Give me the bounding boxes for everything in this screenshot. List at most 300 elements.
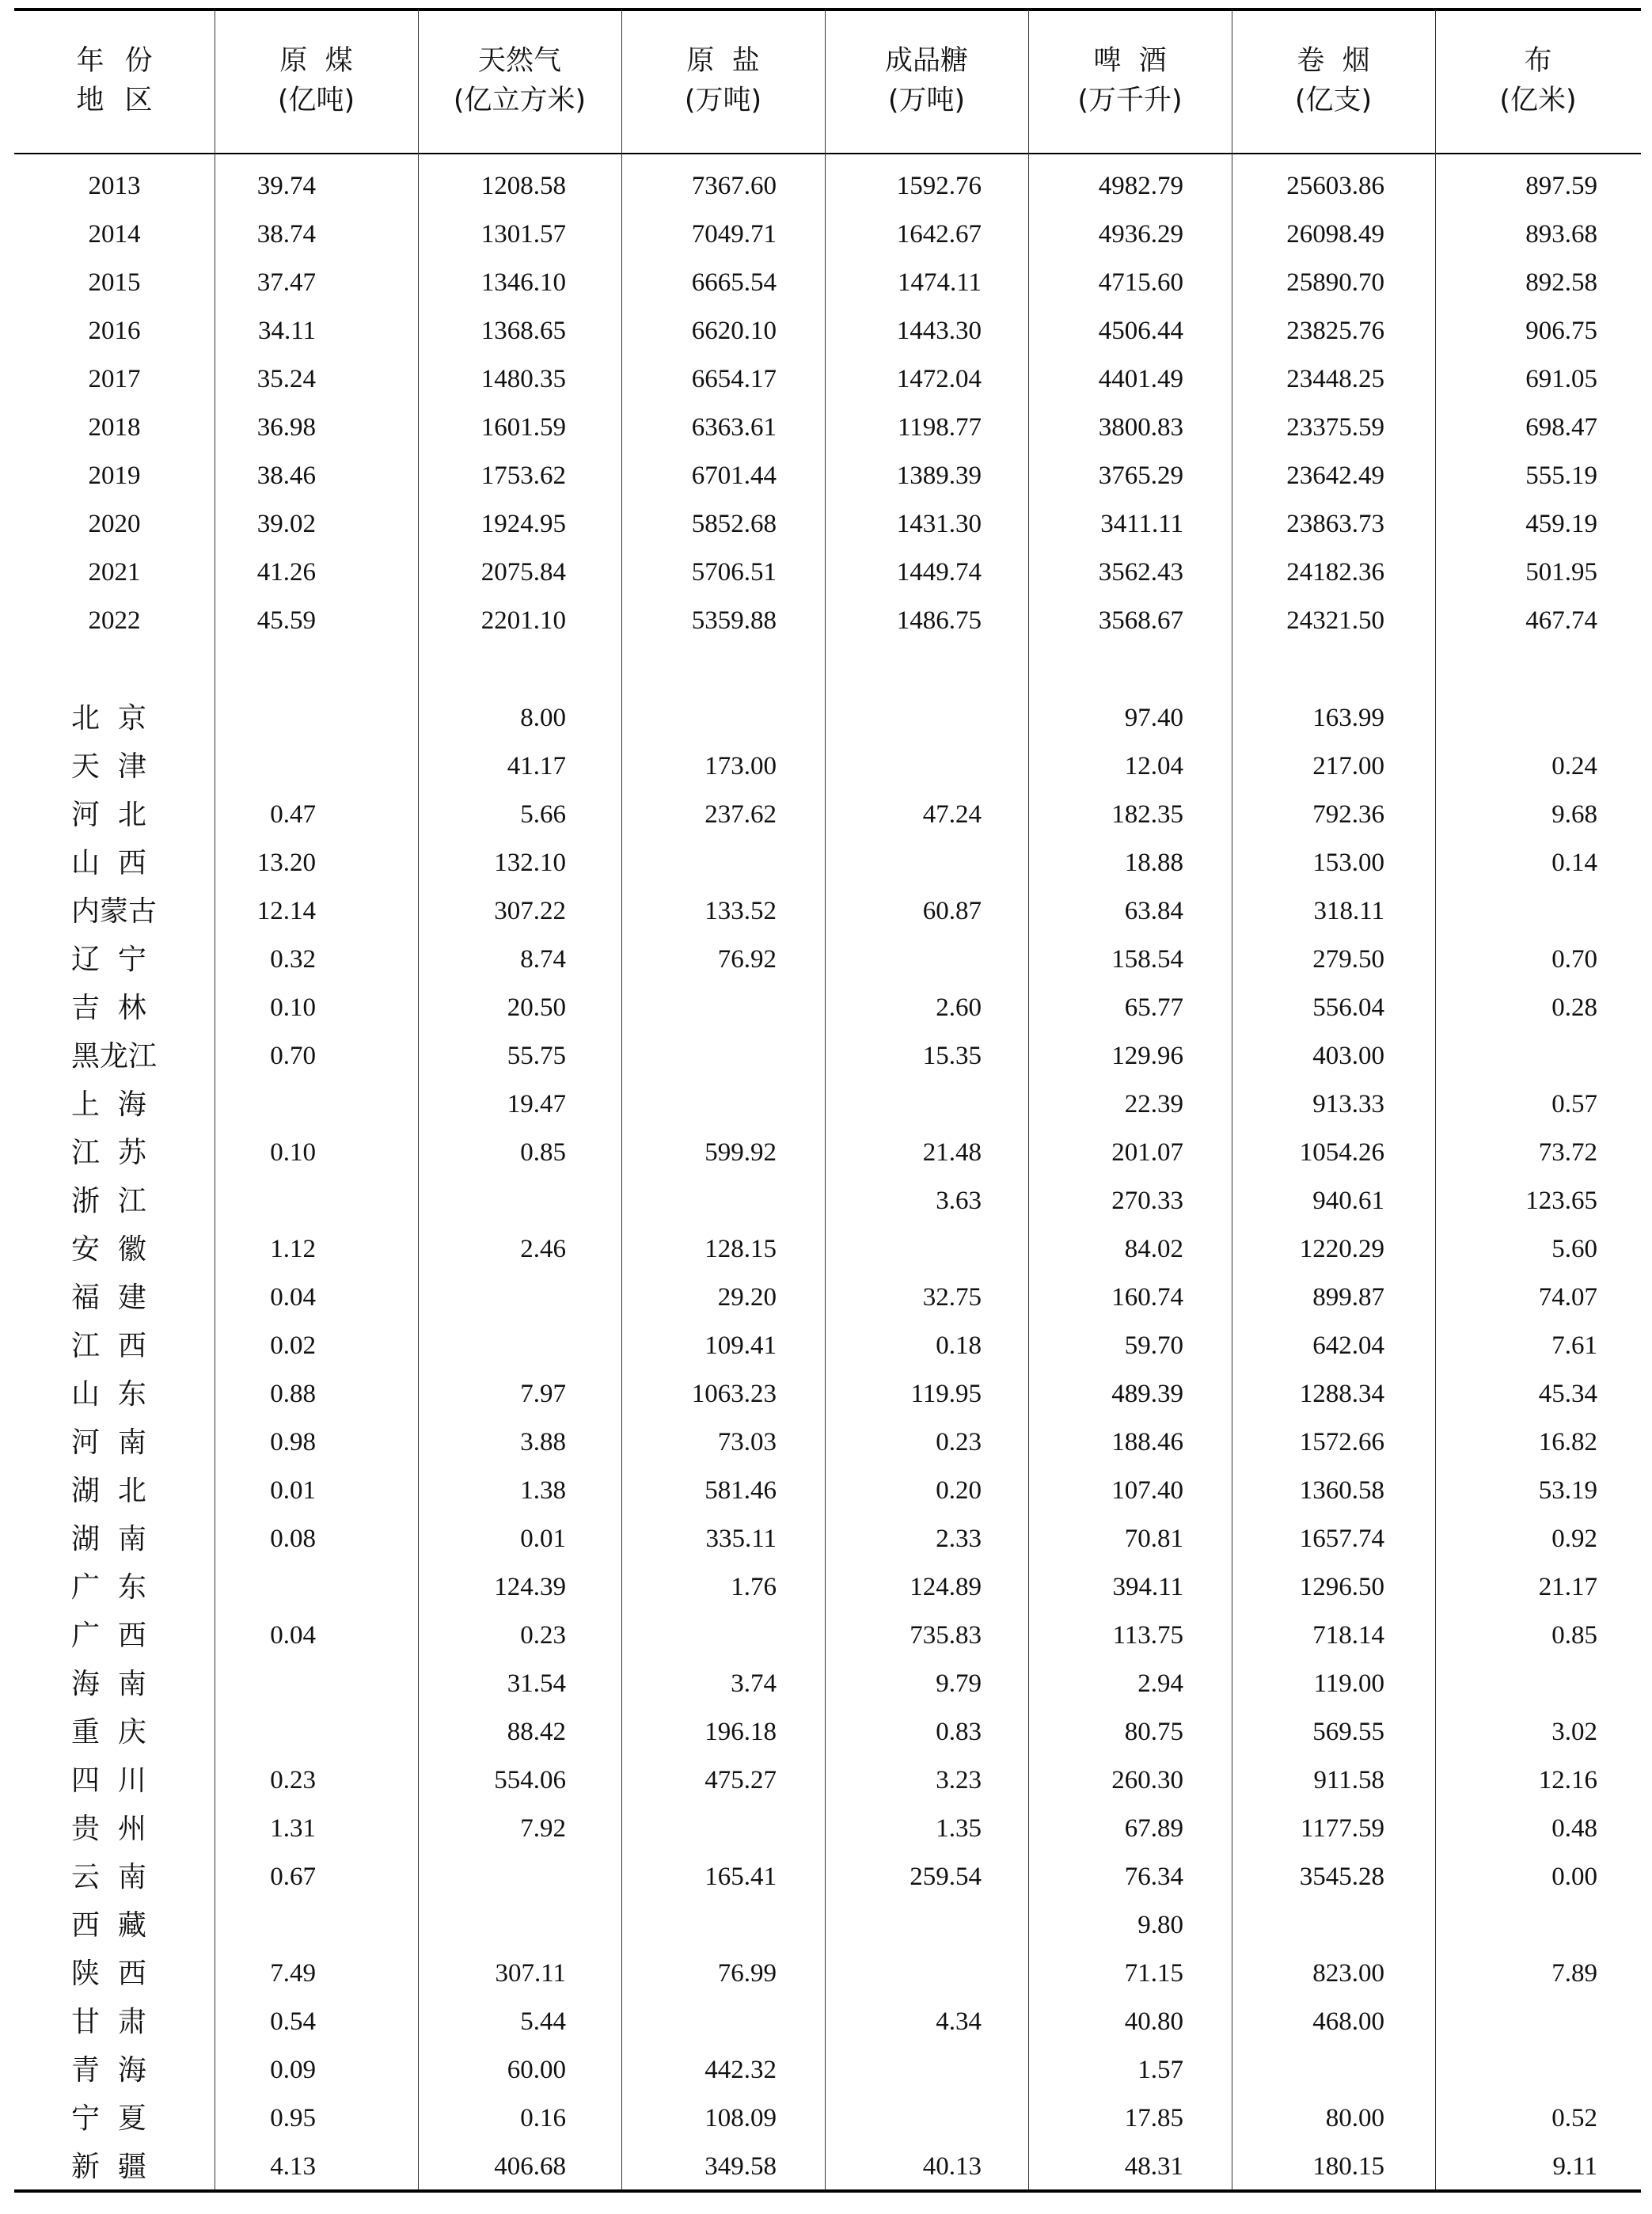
data-cell: 4506.44	[1098, 317, 1183, 345]
data-cell	[825, 839, 982, 887]
data-cell: 467.74	[1525, 606, 1597, 635]
data-cell: 39.02	[256, 510, 316, 538]
data-cell	[1435, 887, 1597, 936]
data-cell: 1657.74	[1299, 1525, 1384, 1553]
data-cell: 0.23	[520, 1621, 566, 1650]
data-cell: 67.89	[1124, 1814, 1183, 1843]
data-cell: 1443.30	[896, 317, 982, 345]
data-cell: 41.26	[256, 558, 316, 587]
data-cell: 23825.76	[1286, 317, 1384, 345]
data-cell: 8.74	[520, 945, 566, 974]
data-cell: 18.88	[1124, 849, 1183, 877]
region-label: 江 苏	[71, 1137, 146, 1169]
data-cell: 406.68	[494, 2152, 566, 2181]
data-cell: 23642.49	[1286, 461, 1384, 490]
data-cell: 0.10	[270, 1138, 316, 1167]
table-row	[14, 1370, 1641, 1418]
header-col-unit: (亿米)	[1499, 84, 1577, 116]
data-cell: 107.40	[1111, 1476, 1183, 1505]
data-cell: 4936.29	[1098, 220, 1183, 249]
region-label: 海 南	[71, 1668, 146, 1700]
data-cell: 9.11	[1552, 2152, 1597, 2181]
data-cell: 1346.10	[480, 268, 566, 297]
data-cell: 892.58	[1525, 268, 1597, 297]
data-cell: 501.95	[1525, 558, 1597, 587]
data-cell: 3.23	[936, 1766, 982, 1794]
data-cell: 4715.60	[1098, 268, 1183, 297]
data-cell: 1753.62	[480, 461, 566, 490]
header-col-unit: (万吨)	[684, 84, 762, 116]
data-cell: 0.16	[520, 2104, 566, 2132]
data-cell: 74.07	[1538, 1283, 1597, 1312]
year-label: 2015	[88, 268, 141, 297]
data-cell: 7.97	[520, 1380, 566, 1408]
year-label: 2021	[88, 558, 141, 587]
data-cell: 55.75	[507, 1042, 566, 1070]
table-row	[14, 162, 1641, 211]
region-label: 山 东	[71, 1378, 146, 1411]
data-cell: 6665.54	[691, 268, 777, 297]
data-cell: 124.89	[910, 1573, 982, 1601]
data-cell	[418, 1274, 566, 1322]
region-label: 上 海	[71, 1088, 146, 1121]
table-row	[14, 1418, 1641, 1467]
data-cell: 0.83	[936, 1718, 982, 1746]
data-cell: 21.17	[1538, 1573, 1597, 1601]
table-row	[14, 1467, 1641, 1515]
region-label: 浙 江	[71, 1185, 146, 1217]
year-label: 2017	[88, 365, 141, 393]
header-stub-year: 年份	[76, 44, 173, 77]
data-cell: 21.48	[922, 1138, 982, 1167]
data-cell: 2.60	[936, 993, 982, 1022]
data-cell: 9.80	[1137, 1911, 1183, 1939]
table-row	[14, 887, 1641, 936]
region-label: 青 海	[71, 2054, 146, 2087]
region-label: 新 疆	[71, 2151, 146, 2183]
data-cell: 38.46	[256, 461, 316, 490]
data-cell: 555.19	[1525, 461, 1597, 490]
data-cell: 1389.39	[896, 461, 982, 490]
data-cell	[418, 1322, 566, 1370]
data-cell: 468.00	[1312, 2007, 1384, 2036]
data-cell	[215, 1660, 316, 1708]
data-cell	[215, 1563, 316, 1612]
data-cell: 237.62	[704, 800, 777, 829]
data-cell	[825, 2046, 982, 2094]
data-cell: 893.68	[1525, 220, 1597, 249]
data-cell: 0.85	[520, 1138, 566, 1167]
data-cell: 3765.29	[1098, 461, 1183, 490]
data-cell: 1592.76	[896, 172, 982, 200]
data-cell: 35.24	[256, 365, 316, 393]
data-cell: 0.48	[1551, 1814, 1597, 1843]
data-cell: 5.44	[520, 2007, 566, 2036]
data-cell: 26098.49	[1286, 220, 1384, 249]
data-cell: 0.88	[270, 1380, 316, 1408]
data-cell: 19.47	[507, 1090, 566, 1118]
data-cell: 133.52	[704, 897, 777, 925]
data-cell: 31.54	[507, 1669, 566, 1698]
region-label: 黑龙江	[71, 1040, 158, 1073]
table-row	[14, 1805, 1641, 1853]
data-cell: 1198.77	[897, 413, 982, 442]
data-cell: 0.95	[270, 2104, 316, 2132]
data-cell: 6363.61	[691, 413, 777, 442]
region-label: 天 津	[71, 750, 146, 783]
data-cell: 459.19	[1525, 510, 1597, 538]
data-cell: 60.87	[922, 897, 982, 925]
data-cell	[825, 2094, 982, 2143]
data-cell	[825, 1080, 982, 1129]
data-cell: 1220.29	[1299, 1235, 1384, 1263]
data-cell	[1232, 1901, 1384, 1950]
data-cell	[825, 1901, 982, 1950]
data-cell: 0.57	[1551, 1090, 1597, 1118]
data-cell	[215, 694, 316, 742]
table-row	[14, 1225, 1641, 1274]
table-row	[14, 1950, 1641, 1998]
data-cell: 5852.68	[691, 510, 777, 538]
data-cell: 17.85	[1124, 2104, 1183, 2132]
data-cell: 97.40	[1124, 704, 1183, 732]
data-cell	[621, 839, 777, 887]
data-cell: 718.14	[1312, 1621, 1384, 1650]
table-row	[14, 549, 1641, 597]
data-cell: 40.80	[1124, 2007, 1183, 2036]
data-cell: 1572.66	[1299, 1428, 1384, 1456]
data-cell: 6701.44	[691, 461, 777, 490]
data-cell: 7.49	[270, 1959, 316, 1988]
data-cell: 1.76	[731, 1573, 777, 1601]
data-cell: 0.70	[270, 1042, 316, 1070]
data-cell: 307.11	[495, 1959, 566, 1988]
data-cell: 163.99	[1312, 704, 1384, 732]
data-cell	[1435, 1998, 1597, 2046]
data-cell: 29.20	[717, 1283, 777, 1312]
data-cell: 180.15	[1312, 2152, 1384, 2181]
data-cell: 335.11	[705, 1525, 777, 1553]
header-stub	[14, 8, 215, 153]
data-cell: 1449.74	[896, 558, 982, 587]
region-label: 西 藏	[71, 1909, 146, 1942]
region-label: 湖 南	[71, 1523, 146, 1555]
data-cell: 1472.04	[896, 365, 982, 393]
data-cell: 442.32	[704, 2056, 777, 2084]
data-cell: 132.10	[494, 849, 566, 877]
data-cell: 2.46	[520, 1235, 566, 1263]
year-label: 2014	[88, 220, 141, 249]
data-cell: 691.05	[1525, 365, 1597, 393]
data-cell	[621, 1901, 777, 1950]
data-cell: 7049.71	[691, 220, 777, 249]
data-cell: 1.57	[1137, 2056, 1183, 2084]
data-cell: 24182.36	[1286, 558, 1384, 587]
data-cell	[825, 1950, 982, 1998]
data-cell	[418, 1177, 566, 1225]
data-cell: 1.38	[520, 1476, 566, 1505]
data-cell: 0.98	[270, 1428, 316, 1456]
data-cell: 45.59	[256, 606, 316, 635]
data-cell: 196.18	[704, 1718, 777, 1746]
data-cell: 489.39	[1111, 1380, 1183, 1408]
data-cell: 73.03	[717, 1428, 777, 1456]
table-row	[14, 1032, 1641, 1080]
header-col-unit: (万吨)	[887, 84, 966, 116]
data-cell: 318.11	[1313, 897, 1384, 925]
data-cell: 599.92	[704, 1138, 777, 1167]
data-cell	[621, 1805, 777, 1853]
data-cell: 569.55	[1312, 1718, 1384, 1746]
data-cell: 1360.58	[1299, 1476, 1384, 1505]
data-cell: 0.52	[1551, 2104, 1597, 2132]
data-cell: 403.00	[1312, 1042, 1384, 1070]
region-label: 四 川	[71, 1764, 146, 1797]
data-cell: 0.32	[270, 945, 316, 974]
data-cell: 1601.59	[480, 413, 566, 442]
data-cell: 0.14	[1551, 849, 1597, 877]
table-row	[14, 742, 1641, 791]
data-cell: 47.24	[922, 800, 982, 829]
region-label: 广 西	[71, 1620, 146, 1652]
table-row	[14, 500, 1641, 549]
table-row	[14, 597, 1641, 645]
region-label: 江 西	[71, 1330, 146, 1362]
data-cell: 24321.50	[1286, 606, 1384, 635]
data-cell: 188.46	[1111, 1428, 1183, 1456]
data-cell: 1054.26	[1299, 1138, 1384, 1167]
data-cell: 23375.59	[1286, 413, 1384, 442]
data-cell	[215, 1080, 316, 1129]
region-label: 云 南	[71, 1861, 146, 1893]
data-cell: 88.42	[507, 1718, 566, 1746]
data-cell	[215, 1901, 316, 1950]
data-cell: 0.28	[1551, 993, 1597, 1022]
year-label: 2013	[88, 172, 141, 200]
region-label: 福 建	[71, 1282, 146, 1314]
table-row	[14, 1756, 1641, 1805]
header-col-name: 原 盐	[686, 44, 760, 77]
data-cell: 217.00	[1312, 752, 1384, 780]
data-cell: 3800.83	[1098, 413, 1183, 442]
header-col-name: 原 煤	[279, 44, 353, 77]
header-col-sugar	[825, 8, 1028, 153]
data-cell: 1486.75	[896, 606, 982, 635]
data-cell: 0.01	[520, 1525, 566, 1553]
data-cell: 2201.10	[480, 606, 566, 635]
data-cell: 2.33	[936, 1525, 982, 1553]
data-cell: 7.89	[1551, 1959, 1597, 1988]
data-cell: 1.31	[270, 1814, 316, 1843]
data-cell: 2.94	[1137, 1669, 1183, 1698]
data-cell: 0.20	[936, 1476, 982, 1505]
data-cell: 0.23	[270, 1766, 316, 1794]
data-cell	[621, 1177, 777, 1225]
data-cell: 0.70	[1551, 945, 1597, 974]
data-cell: 4.34	[936, 2007, 982, 2036]
data-cell	[825, 694, 982, 742]
data-cell: 38.74	[256, 220, 316, 249]
data-cell: 1474.11	[897, 268, 982, 297]
table-row	[14, 1901, 1641, 1950]
data-cell: 34.11	[257, 317, 316, 345]
data-cell: 73.72	[1538, 1138, 1597, 1167]
data-cell: 4401.49	[1098, 365, 1183, 393]
data-cell: 3562.43	[1098, 558, 1183, 587]
data-cell: 1288.34	[1299, 1380, 1384, 1408]
data-cell: 173.00	[704, 752, 777, 780]
data-cell: 349.58	[704, 2152, 777, 2181]
table-row	[14, 211, 1641, 259]
year-label: 2022	[88, 606, 141, 635]
data-cell: 20.50	[507, 993, 566, 1022]
data-cell: 581.46	[704, 1476, 777, 1505]
table-row	[14, 984, 1641, 1032]
table-row	[14, 2046, 1641, 2094]
data-cell: 1642.67	[896, 220, 982, 249]
data-cell: 16.82	[1538, 1428, 1597, 1456]
data-cell: 119.95	[910, 1380, 982, 1408]
data-cell: 0.10	[270, 993, 316, 1022]
data-cell: 0.92	[1551, 1525, 1597, 1553]
data-cell: 60.00	[507, 2056, 566, 2084]
header-col-name: 卷 烟	[1297, 44, 1370, 77]
data-cell	[1435, 1901, 1597, 1950]
data-cell: 0.47	[270, 800, 316, 829]
data-cell	[1435, 2046, 1597, 2094]
table-row	[14, 1080, 1641, 1129]
table-row	[14, 2094, 1641, 2143]
data-cell	[215, 1708, 316, 1756]
data-cell: 7.92	[520, 1814, 566, 1843]
data-cell: 1.35	[936, 1814, 982, 1843]
data-cell: 182.35	[1111, 800, 1183, 829]
data-cell: 23448.25	[1286, 365, 1384, 393]
table-row	[14, 1998, 1641, 2046]
data-cell	[621, 984, 777, 1032]
data-cell: 12.04	[1124, 752, 1183, 780]
table-row	[14, 452, 1641, 500]
data-cell: 1296.50	[1299, 1573, 1384, 1601]
data-cell: 913.33	[1312, 1090, 1384, 1118]
data-cell: 37.47	[256, 268, 316, 297]
table-row	[14, 259, 1641, 307]
header-col-salt	[621, 8, 825, 153]
data-cell: 48.31	[1124, 2152, 1183, 2181]
data-cell: 5.60	[1551, 1235, 1597, 1263]
region-label: 辽 宁	[71, 944, 146, 976]
data-cell: 76.99	[717, 1959, 777, 1988]
data-cell: 4982.79	[1098, 172, 1183, 200]
data-cell	[1232, 2046, 1384, 2094]
region-label: 内蒙古	[71, 895, 158, 928]
data-cell: 0.54	[270, 2007, 316, 2036]
data-cell: 40.13	[922, 2152, 982, 2181]
table-row	[14, 1708, 1641, 1756]
year-label: 2018	[88, 413, 141, 442]
data-cell	[1435, 1032, 1597, 1080]
data-cell: 735.83	[910, 1621, 982, 1650]
header-col-name: 成品糖	[884, 44, 968, 77]
data-cell: 899.87	[1312, 1283, 1384, 1312]
data-cell: 7367.60	[691, 172, 777, 200]
data-cell	[621, 694, 777, 742]
data-cell	[215, 742, 316, 791]
header-col-unit: (万千升)	[1077, 84, 1183, 116]
data-cell: 3.74	[731, 1669, 777, 1698]
data-cell: 1924.95	[480, 510, 566, 538]
data-cell: 113.75	[1112, 1621, 1183, 1650]
data-cell: 36.98	[256, 413, 316, 442]
data-cell: 65.77	[1124, 993, 1183, 1022]
region-label: 河 南	[71, 1426, 146, 1459]
data-cell: 8.00	[520, 704, 566, 732]
data-cell	[215, 1177, 316, 1225]
data-cell: 1480.35	[480, 365, 566, 393]
data-cell	[621, 1998, 777, 2046]
header-stub-region: 地区	[76, 84, 173, 116]
data-cell: 823.00	[1312, 1959, 1384, 1988]
region-label: 北 京	[71, 702, 146, 735]
data-cell: 5359.88	[691, 606, 777, 635]
data-cell: 4.13	[270, 2152, 316, 2181]
table-row	[14, 1322, 1641, 1370]
data-cell	[621, 1080, 777, 1129]
data-cell: 76.92	[717, 945, 777, 974]
header-col-name: 布	[1524, 44, 1552, 77]
data-cell: 698.47	[1525, 413, 1597, 442]
table-row	[14, 1853, 1641, 1901]
data-cell: 0.18	[936, 1331, 982, 1360]
region-label: 广 东	[71, 1571, 146, 1604]
data-cell: 80.00	[1325, 2104, 1384, 2132]
header-col-unit: (亿支)	[1294, 84, 1373, 116]
data-cell: 15.35	[922, 1042, 982, 1070]
data-cell: 45.34	[1538, 1380, 1597, 1408]
data-cell: 554.06	[494, 1766, 566, 1794]
table-row	[14, 1177, 1641, 1225]
data-cell: 0.67	[270, 1863, 316, 1891]
data-cell: 911.58	[1313, 1766, 1384, 1794]
data-cell: 84.02	[1124, 1235, 1183, 1263]
data-cell: 1063.23	[691, 1380, 777, 1408]
region-label: 甘 肃	[71, 2006, 146, 2038]
data-cell: 80.75	[1124, 1718, 1183, 1746]
data-cell: 0.24	[1551, 752, 1597, 780]
data-cell: 0.04	[270, 1283, 316, 1312]
data-cell: 9.68	[1551, 800, 1597, 829]
data-cell: 160.74	[1111, 1283, 1183, 1312]
table-row	[14, 694, 1641, 742]
data-cell: 897.59	[1525, 172, 1597, 200]
table-row	[14, 1660, 1641, 1708]
data-cell: 307.22	[494, 897, 566, 925]
data-cell: 70.81	[1124, 1525, 1183, 1553]
data-cell: 0.01	[270, 1476, 316, 1505]
data-cell: 5.66	[520, 800, 566, 829]
data-cell: 6654.17	[691, 365, 777, 393]
data-cell: 0.04	[270, 1621, 316, 1650]
data-cell: 2075.84	[480, 558, 566, 587]
header-col-unit: (亿立方米)	[453, 84, 587, 116]
data-cell: 25890.70	[1286, 268, 1384, 297]
data-cell	[825, 936, 982, 984]
region-label: 宁 夏	[71, 2102, 146, 2135]
table-row	[14, 839, 1641, 887]
header-bottom-rule	[14, 153, 1641, 154]
data-cell: 259.54	[910, 1863, 982, 1891]
data-cell: 475.27	[704, 1766, 777, 1794]
